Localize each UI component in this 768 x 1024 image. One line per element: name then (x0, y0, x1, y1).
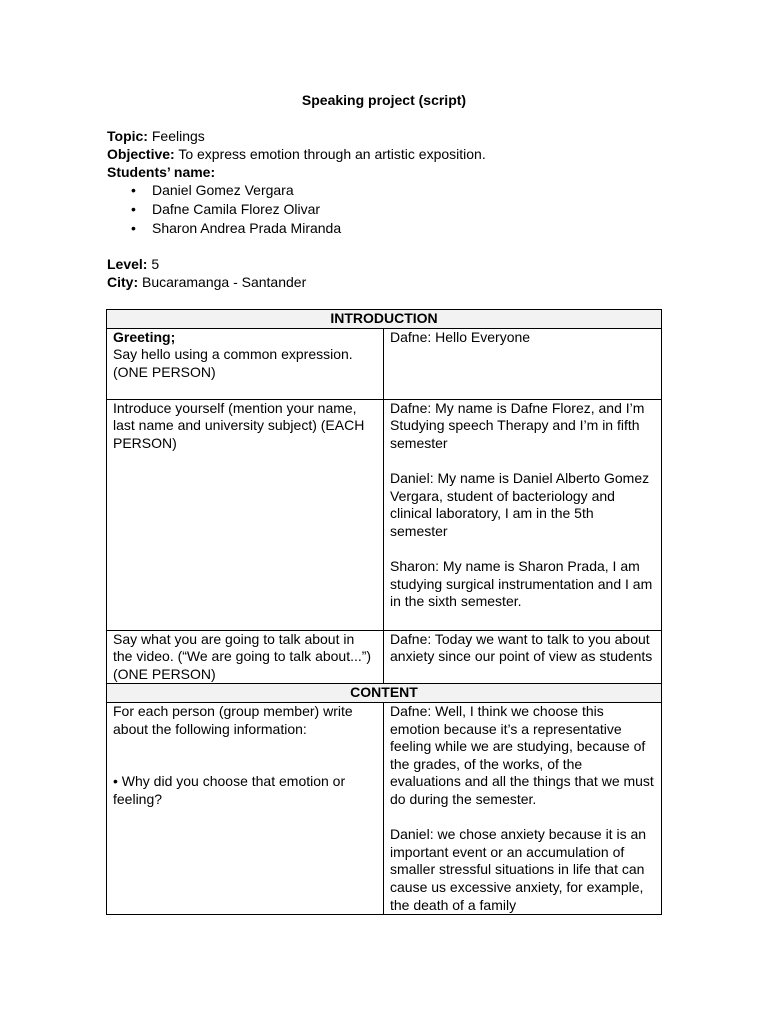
topic-value: Feelings (147, 128, 205, 144)
emotion-question: • Why did you choose that emotion or feeling? (113, 773, 346, 807)
topic-label: Topic: (107, 128, 148, 144)
script-table (106, 309, 662, 915)
introduce-response-cell (384, 399, 662, 630)
city-value: Bucaramanga - Santander (138, 274, 307, 290)
greeting-prompt-cell (107, 328, 384, 399)
list-item: • Daniel Gomez Vergara (131, 182, 294, 198)
level-value: 5 (147, 256, 160, 272)
greeting-instruction: Say hello using a common expression. (113, 346, 353, 363)
greeting-heading: Greeting; (113, 328, 176, 345)
table-row (107, 310, 662, 329)
dafne-intro: Dafne: My name is Dafne Florez, and I’m Studying speech Therapy and I’m in fifth semester (390, 399, 645, 451)
dafne-answer: Dafne: Well, I think we choose this emotion because it’s a representative feeling while we are studying, because of the grades, of the works, of the evaluations and all the things that we must do during the semester. (390, 702, 654, 807)
students-label: Students’ name: (107, 164, 216, 180)
content-response-cell (384, 702, 662, 914)
daniel-intro: Daniel: My name is Daniel Alberto Gomez Vergara, student of bacteriology and clinical laboratory, I am in the 5th semester (390, 469, 650, 539)
document-title: Speaking project (script) (301, 92, 467, 108)
bullet-icon: • (131, 220, 136, 236)
introduce-prompt-cell: Introduce yourself (mention your name, last name and university subject) (EACH PERSON) (107, 399, 384, 630)
objective-label: Objective: (107, 146, 175, 162)
greeting-participants: (ONE PERSON) (113, 363, 216, 380)
project-metadata (107, 127, 667, 291)
topic-prompt-cell: Say what you are going to talk about in the video. (“We are going to talk about...”) (ONE PERSON) (107, 630, 384, 684)
list-item: • Dafne Camila Florez Olivar (131, 201, 321, 217)
students-list (107, 181, 667, 238)
sharon-intro: Sharon: My name is Sharon Prada, I am studying surgical instrumentation and I am in the sixth semester. (390, 557, 653, 610)
city-line (107, 273, 667, 291)
objective-value: To express emotion through an artistic exposition. (174, 146, 486, 162)
table-row (107, 702, 662, 914)
bullet-icon: • (131, 182, 136, 198)
content-prompt-cell: For each person (group member) write about the following information: • Why did you choose that emotion or feeling? (107, 702, 384, 914)
table-row (107, 399, 662, 630)
city-label: City: (107, 274, 139, 290)
level-line (107, 255, 667, 273)
level-label: Level: (107, 256, 148, 272)
bullet-icon: • (131, 201, 136, 217)
topic-response-cell: Dafne: Today we want to talk to you about anxiety since our point of view as students (384, 630, 662, 684)
table-row (107, 684, 662, 703)
objective-line (107, 145, 667, 163)
table-row (107, 328, 662, 399)
daniel-answer: Daniel: we chose anxiety because it is an important event or an accumulation of smaller stressful situations in life that can cause us excessive anxiety, for example, the death of a family (390, 826, 647, 913)
table-row (107, 630, 662, 684)
greeting-response-cell: Dafne: Hello Everyone (384, 328, 662, 399)
list-item: • Sharon Andrea Prada Miranda (131, 220, 342, 236)
content-header: CONTENT (107, 684, 662, 703)
introduction-header: INTRODUCTION (107, 310, 662, 329)
topic-line (107, 127, 667, 145)
